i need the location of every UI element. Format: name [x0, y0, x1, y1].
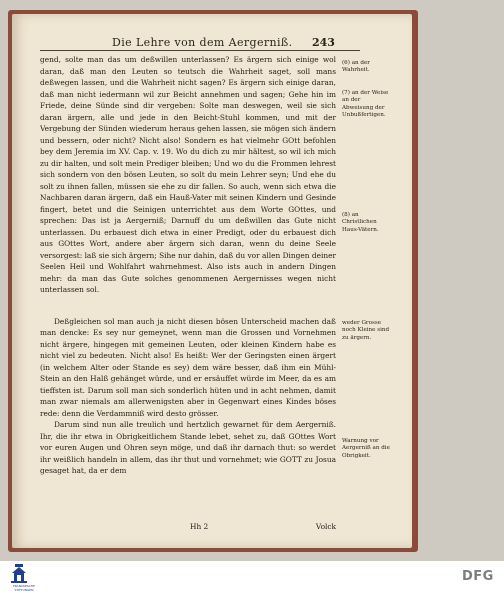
running-head: Die Lehre von dem Aergerniß. — [112, 36, 293, 49]
catchword: Volck — [315, 522, 336, 531]
franckesche-stiftungen-logo-icon[interactable] — [6, 563, 36, 592]
scanned-page — [12, 14, 412, 548]
paragraph-2: Deßgleichen sol man auch ja nicht diesen bösen Unterscheid machen daß man dencke: Es sey nur gemeynet, wenn man die Grossen und Vornehmen nicht ärgere, hingegen mit gemeinen Leuten, oder kleinen Kindern habe es nicht viel zu bedeuten. Nicht also! Es heißt: Wer der Geringsten einen ärgert (in welchem Alter oder Stande es sey) dem wäre besser, daß ihm ein Mühl-Stein an den Halß gehänget würde, und er ersäuffet würde im Meer, da es am tieffsten ist. Darum soll man sich sonderlich hüten und in acht nehmen, damit man zwar niemals am allerwenigsten aber in Gegenwart eines Kindes böses rede: denn die Verdammniß wird desto grösser. — [40, 316, 336, 418]
dfg-logo[interactable]: DFG — [462, 569, 494, 584]
library-caption: FRANCKESCHE STIFTUNGEN — [12, 584, 36, 592]
footer-bar — [0, 560, 504, 593]
marginal-note-7: (7) an der Weise an der Abweisung der Unbußfertigen. — [342, 90, 389, 119]
paragraph-gap — [40, 296, 336, 316]
marginal-note-8: (8) an Christlichen Haus-Vätern. — [342, 212, 379, 233]
page-footer-line — [40, 522, 336, 534]
marginal-note-warnung: Warnung vor Aergerniß an die Obrigkeit. — [342, 438, 390, 459]
page-number: 243 — [312, 36, 335, 49]
paragraph-1: gend, solte man das um deßwillen unterlassen? Es ärgern sich einige wol daran, daß man den Leuten so teutsch die Wahrheit saget, soll mans deßwegen lassen, und die Wahrheit nicht sagen? Es ärgern sich einige daran, daß man nicht iedermann wil zur Beicht annehmen und sagen; Gehe hin im Friede, deine Sünde sind dir vergeben: Solte man deswegen, weil sie sich daran ärgern, alle und jede in den Beicht-Stuhl kommen, und mit der Vergebung der Sünden wiederum heraus gehen lassen, sie mögen sich ändern und bessern, oder nicht? Nicht also! Sondern es hat vielmehr GOtt befohlen bey dem Jeremia im XV. Cap. v. 19. Wo du dich zu mir hältest, so wil ich mich zu dir halten, und solt mein Prediger bleiben; Und wo du die Frommen lehrest sich sondern von den bösen Leuten, so solt du mein Lehrer seyn; Und ehe du solt zu ihnen fallen, müssen sie ehe zu dir fallen. So auch, wenn sich etwa die Nachbaren daran ärgern, daß ein Hauß-Vater mit seinen Kindern und Gesinde fingert, betet und die Seinigen unterrichtet aus dem Worte GOttes, und sprechen: Das ist ja Aergerniß; Darnuff du um deßwillen das Gute nicht unterlassen. Du erbauest dich etwa in einer Predigt, oder du erbauest dich aus GOttes Wort, andere aber ärgern sich daran, wenn du deine Seele versorgest: laß sie sich ärgern; Sihe nur dahin, daß du vor allen Dingen deiner Seelen Heil und Wohlfahrt wahrnehmest. Also ists auch in andern Dingen mehr: da man das Gute solches genommenen Aergernisses wegen nicht unterlassen sol. — [40, 55, 336, 294]
header-rule — [40, 50, 360, 51]
paragraph-3: Darum sind nun alle treulich und hertzlich gewarnet für dem Aergerniß. Ihr, die ihr etwa in Obrigkeitlichem Stande lebet, sehet zu, daß GOttes Wort vor euren Augen und Ohren seyn möge, und daß ihr darnach thut: so werdet ihr weißlich handeln in allem, das ihr thut und vornehmet; wie GOTT zu Josua gesaget hat, da er dem — [40, 420, 336, 475]
library-logo-graphic — [6, 563, 32, 585]
body-text — [40, 54, 336, 477]
marginal-note-grosse-kleine: weder Grosse noch Kleine sind zu ärgern. — [342, 320, 390, 341]
signature-mark: Hh 2 — [190, 522, 209, 531]
marginal-note-6: (6) an der Wahrheit. — [342, 60, 370, 74]
